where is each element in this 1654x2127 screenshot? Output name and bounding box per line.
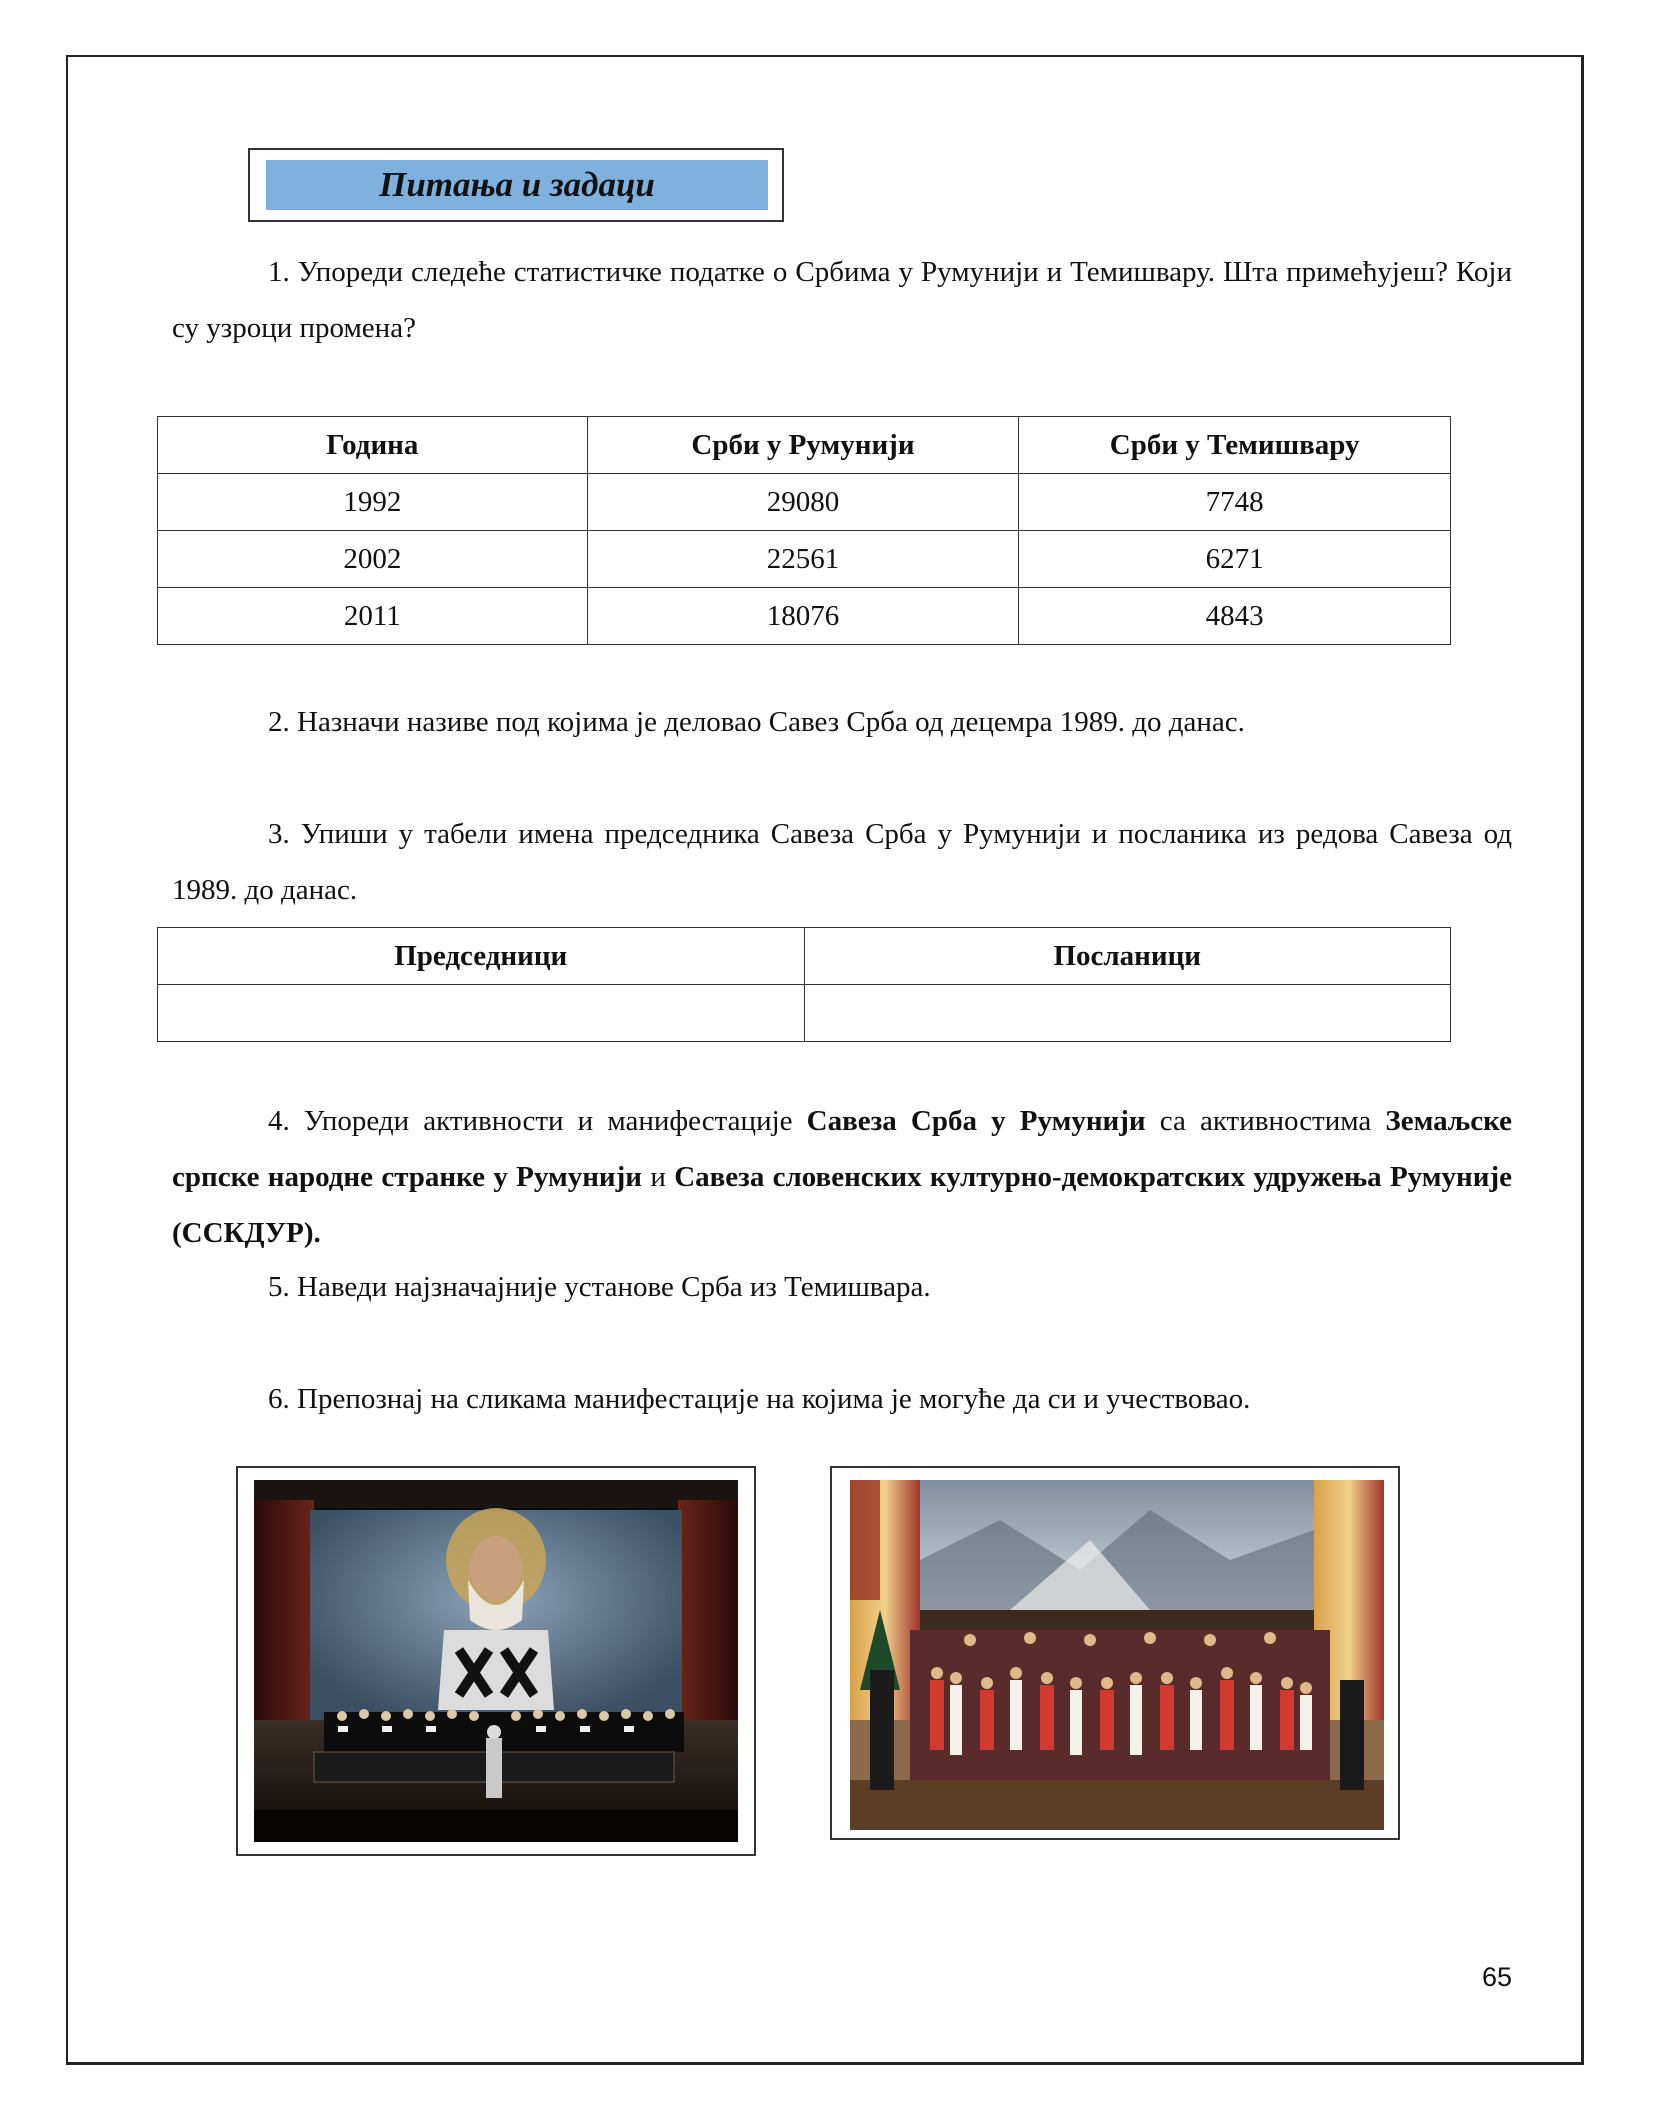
- table-cell: 18076: [587, 588, 1019, 645]
- table-cell: 2011: [158, 588, 588, 645]
- officials-table: [157, 927, 1451, 1042]
- table-row: [158, 531, 1451, 588]
- question-5-text: 5. Наведи најзначајније установе Срба из Темишвара.: [268, 1271, 931, 1303]
- table-header-cell: Срби у Румунији: [587, 417, 1019, 474]
- table-header-row: [158, 928, 1451, 985]
- question-5: [172, 1259, 1512, 1315]
- question-1-text: 1. Упореди следеће статистичке податке о Србима у Румунији и Темишвару. Шта примећујеш? Који су узроци промена?: [172, 256, 1512, 344]
- section-heading: Питања и задаци: [379, 165, 655, 204]
- table-cell: 7748: [1019, 474, 1451, 531]
- choir-concert-image: [254, 1480, 738, 1842]
- org-sskdur: Савеза словенских културно-демократских удружења Румуније (ССКДУР).: [172, 1161, 1513, 1249]
- photo-folk-ensemble: [830, 1466, 1400, 1840]
- question-4-mid: са активностима: [1145, 1105, 1386, 1137]
- section-heading-fill: [266, 160, 768, 210]
- org-savez-srba: Савеза Срба у Румунији: [806, 1105, 1146, 1137]
- section-heading-box: [248, 148, 784, 222]
- photo-choir-concert: [236, 1466, 756, 1856]
- table-row: [158, 985, 1451, 1042]
- table-cell: 22561: [587, 531, 1019, 588]
- question-3-text: 3. Упиши у табели имена председника Савеза Срба у Румунији и посланика из редова Савеза од 1989. до данас.: [172, 818, 1512, 906]
- table-cell: 1992: [158, 474, 588, 531]
- question-4-lead: 4. Упореди активности и манифестације: [268, 1105, 807, 1137]
- table-cell: [804, 985, 1451, 1042]
- question-6: [172, 1371, 1512, 1427]
- question-3: [172, 806, 1512, 918]
- folk-ensemble-image: [850, 1480, 1384, 1830]
- table-cell: 2002: [158, 531, 588, 588]
- page-number: 65: [1482, 1962, 1513, 1992]
- table-cell: 6271: [1019, 531, 1451, 588]
- table-header-cell: Срби у Темишвару: [1019, 417, 1451, 474]
- table-header-cell: Година: [158, 417, 588, 474]
- question-4: [172, 1093, 1512, 1261]
- table-row: [158, 588, 1451, 645]
- table-header-cell: Председници: [158, 928, 805, 985]
- org-zemaljska-stranka: Земаљске српске народне странке у Румунији: [172, 1105, 1512, 1193]
- table-cell: 29080: [587, 474, 1019, 531]
- question-4-and: и: [642, 1161, 675, 1193]
- table-header-row: [158, 417, 1451, 474]
- statistics-table: [157, 416, 1451, 645]
- question-1: [172, 244, 1512, 356]
- table-cell: 4843: [1019, 588, 1451, 645]
- question-2-text: 2. Назначи називе под којима је деловао Савез Срба од децемра 1989. до данас.: [268, 706, 1245, 738]
- question-2: [172, 694, 1512, 750]
- table-header-cell: Посланици: [804, 928, 1451, 985]
- question-6-text: 6. Препознај на сликама манифестације на којима је могуће да си и учествовао.: [268, 1383, 1251, 1415]
- table-row: [158, 474, 1451, 531]
- table-cell: [158, 985, 805, 1042]
